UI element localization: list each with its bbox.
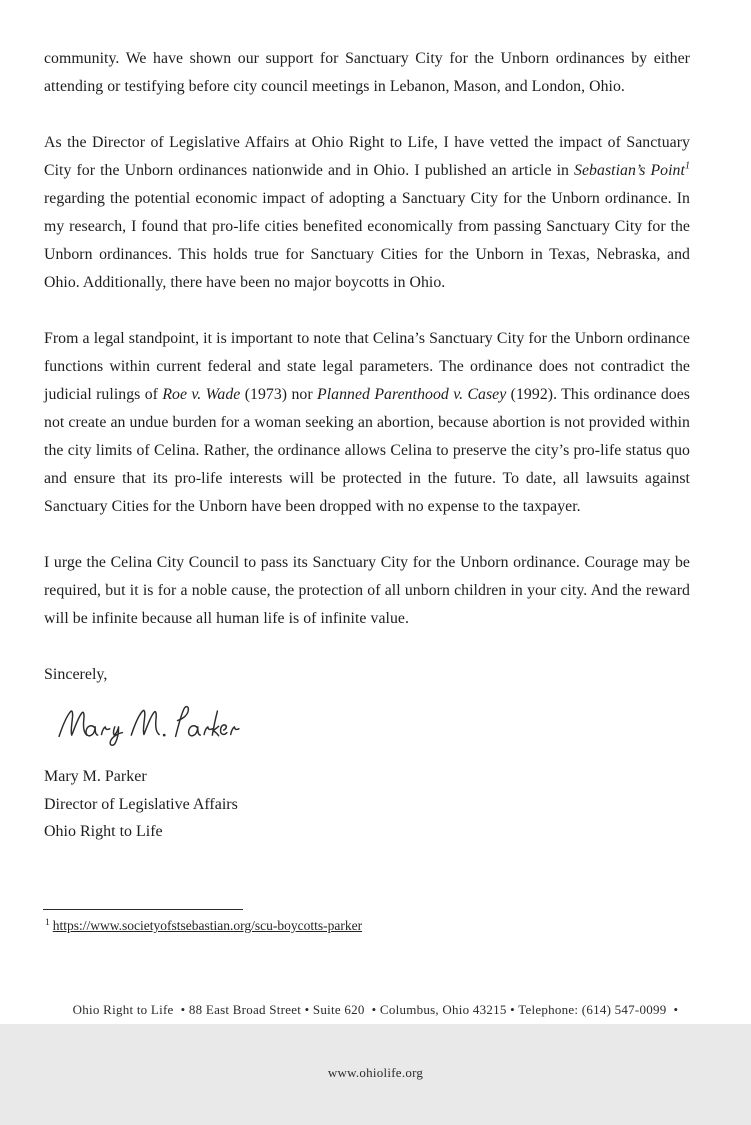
footnote-link[interactable]: https://www.societyofstsebastian.org/scu-boycotts-parker bbox=[52, 918, 363, 933]
paragraph-urge bbox=[44, 549, 690, 633]
paragraph-text: community. We have shown our support for Sanctuary City for the Unborn ordinances by either attending or testifying before city council meetings in Lebanon, Mason, and London, Ohio. bbox=[44, 50, 690, 95]
footnote-divider bbox=[43, 909, 243, 910]
paragraph-text: As the Director of Legislative Affairs at Ohio Right to Life, I have vetted the impact of Sanctuary City for the Unborn ordinances nationwide and in Ohio. I published an article in bbox=[44, 134, 690, 179]
handwritten-signature bbox=[54, 695, 690, 755]
footnote-reference: 1 bbox=[684, 160, 690, 172]
page-footer bbox=[0, 957, 751, 1125]
paragraph-support bbox=[44, 45, 690, 101]
footnote bbox=[45, 917, 362, 935]
paragraph-impact bbox=[44, 129, 690, 297]
footer-website: www.ohiolife.org bbox=[327, 1065, 424, 1080]
signer-organization: Ohio Right to Life bbox=[44, 823, 163, 840]
case-citation-roe: Roe v. Wade bbox=[162, 386, 241, 403]
closing-salutation: Sincerely, bbox=[44, 666, 108, 683]
paragraph-text: regarding the potential economic impact of adopting a Sanctuary City for the Unborn ordinance. In my research, I found that pro-life cities benefited economically from passing Sanctuary City for the Unborn ordinances. This holds true for Sanctuary Cities for the Unborn in Texas, Nebraska, and Ohio. Additionally, there have been no major boycotts in Ohio. bbox=[44, 190, 690, 291]
footnote-marker: 1 bbox=[45, 917, 50, 928]
signature-script-icon bbox=[54, 695, 244, 755]
paragraph-legal bbox=[44, 325, 690, 521]
paragraph-text: I urge the Celina City Council to pass its Sanctuary City for the Unborn ordinance. Courage may be required, but it is for a noble cause, the protection of all unborn children in your city. And the reward will be infinite because all human life is of infinite value. bbox=[44, 554, 690, 627]
case-citation-casey: Planned Parenthood v. Casey bbox=[317, 386, 507, 403]
signer-title: Director of Legislative Affairs bbox=[44, 795, 238, 813]
signature-block bbox=[44, 763, 690, 846]
paragraph-text: (1973) nor bbox=[240, 386, 318, 403]
signer-name: Mary M. Parker bbox=[44, 768, 147, 785]
paragraph-text: (1992). This ordinance does not create an undue burden for a woman seeking an abortion, because abortion is not provided within the city limits of Celina. Rather, the ordinance allows Celina to preserve the city’s pro-life status quo and ensure that its pro-life interests will be protected in the future. To date, all lawsuits against Sanctuary Cities for the Unborn have been dropped with no expense to the taxpayer. bbox=[44, 386, 691, 515]
footer-address-line: Ohio Right to Life • 88 East Broad Street • Suite 620 • Columbus, Ohio 43215 • Telephone: (614) 547-0099 • bbox=[72, 1002, 679, 1017]
publication-title: Sebastian’s Point bbox=[574, 162, 685, 179]
paragraph-text: From a legal standpoint, it is important to note that Celina’s Sanctuary City for the Unborn ordinance functions within current federal and state legal parameters. The ordinance does not contradict the judicial rulings of bbox=[44, 330, 690, 403]
letter-body bbox=[44, 45, 690, 846]
